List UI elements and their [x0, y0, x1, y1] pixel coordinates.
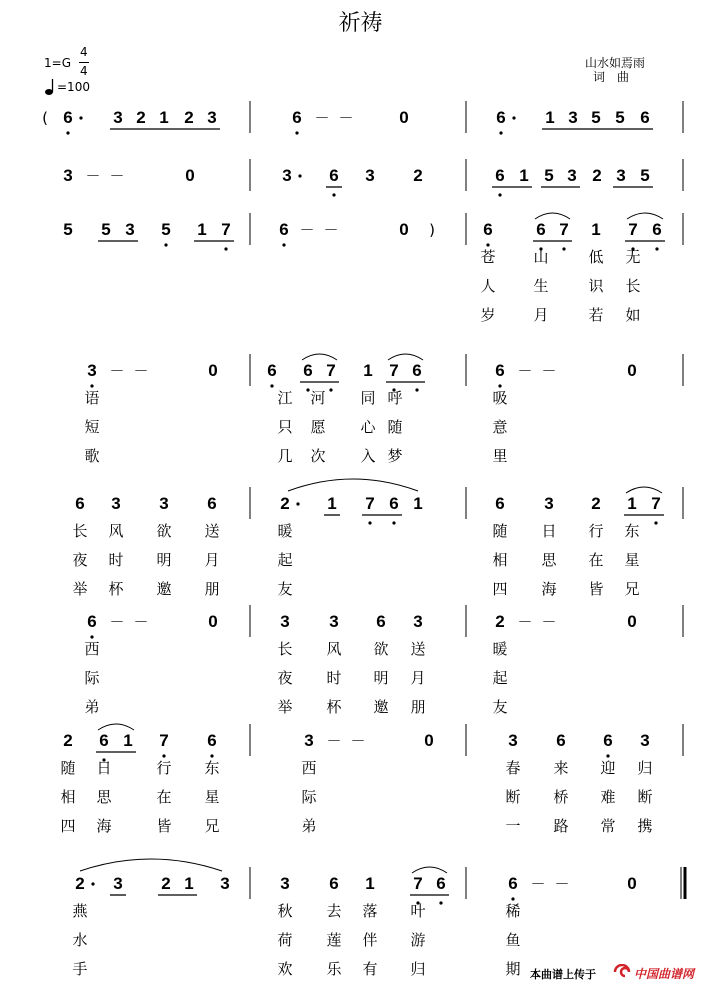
lyric-char: 河 [310, 389, 326, 407]
augmentation-dot [79, 116, 82, 119]
note-glyph: 3 [568, 108, 578, 127]
lyric-char: 兄 [624, 580, 640, 598]
lyric-char: 皆 [588, 580, 604, 598]
low-octave-dot [498, 384, 501, 387]
lyric-char: 月 [204, 551, 220, 569]
note-glyph: 6 [63, 108, 73, 127]
note-glyph: 7 [651, 494, 661, 513]
lyric-char: 里 [492, 447, 508, 465]
note-glyph: 3 [207, 108, 217, 127]
note-glyph: 5 [101, 220, 111, 239]
lyric-char: 识 [588, 277, 604, 295]
note-glyph: 6 [75, 494, 85, 513]
note-glyph: 0 [185, 166, 195, 185]
lyric-char: 意 [492, 418, 508, 436]
lyric-char: 手 [72, 960, 88, 978]
lyric-char: 归 [637, 759, 653, 777]
note-glyph: 0 [424, 731, 434, 750]
note-glyph: 3 [567, 166, 577, 185]
lyric-char: 吸 [492, 389, 508, 407]
slur-arc [288, 479, 418, 491]
low-octave-dot [486, 243, 489, 246]
lyric-char: 短 [84, 418, 100, 436]
note-glyph: 2 [495, 612, 505, 631]
note-glyph: 3 [113, 108, 123, 127]
lyric-char: 若 [588, 306, 604, 324]
lyric-char: 思 [541, 551, 557, 569]
note-glyph: 7 [159, 731, 169, 750]
lyric-char: 落 [362, 902, 378, 920]
lyric-char: 月 [410, 669, 426, 687]
note-glyph: 2 [161, 874, 171, 893]
lyric-char: 江 [277, 389, 293, 407]
note-glyph: 1 [197, 220, 207, 239]
lyric-char: 风 [108, 522, 124, 540]
key-signature: 1=G [44, 56, 71, 70]
lyric-char: 暖 [277, 522, 293, 540]
note-glyph: 0 [208, 612, 218, 631]
low-octave-dot [332, 193, 335, 196]
note-glyph: 2 [280, 494, 290, 513]
lyric-char: 伴 [362, 931, 378, 949]
note-glyph: 6 [652, 220, 662, 239]
note-glyph: 6 [329, 166, 339, 185]
tie-arc [388, 354, 423, 360]
low-octave-dot [606, 754, 609, 757]
low-octave-dot [306, 388, 309, 391]
note-glyph: 6 [267, 361, 277, 380]
note-glyph: 6 [436, 874, 446, 893]
lyric-char: 呼 [387, 389, 403, 407]
low-octave-dot [655, 247, 658, 250]
note-glyph: 5 [544, 166, 554, 185]
note-glyph: 6 [483, 220, 493, 239]
note-glyph: 6 [556, 731, 566, 750]
lyric-char: 长 [72, 522, 88, 540]
note-glyph: － [323, 221, 339, 239]
note-glyph: 3 [125, 220, 135, 239]
lyric-char: 朋 [410, 698, 426, 716]
note-glyph: 3 [111, 494, 121, 513]
lyric-char: 去 [326, 902, 342, 920]
time-signature-bottom: 4 [80, 64, 88, 78]
lyric-char: 起 [277, 551, 293, 569]
credit-labels: 词 曲 [593, 70, 630, 84]
note-glyph: 6 [329, 874, 339, 893]
note-glyph: 0 [627, 874, 637, 893]
tie-arc [535, 213, 570, 219]
note-glyph: 1 [327, 494, 337, 513]
low-octave-dot [164, 243, 167, 246]
lyric-char: 明 [156, 551, 172, 569]
note-glyph: 3 [329, 612, 339, 631]
note-glyph: 3 [87, 361, 97, 380]
note-glyph: － [109, 362, 125, 380]
lyric-char: 星 [204, 788, 220, 806]
note-glyph: 6 [536, 220, 546, 239]
lyric-char: 一 [505, 817, 521, 835]
low-octave-dot [562, 247, 565, 250]
footer-logo-icon [613, 964, 633, 980]
note-glyph: 6 [279, 220, 289, 239]
note-glyph: 6 [99, 731, 109, 750]
note-glyph: － [299, 221, 315, 239]
note-glyph: 0 [399, 220, 409, 239]
lyric-char: 断 [637, 788, 653, 806]
note-glyph: 3 [544, 494, 554, 513]
lyric-char: 举 [72, 580, 88, 598]
note-glyph: 6 [376, 612, 386, 631]
page-title: 祈祷 [338, 11, 383, 36]
note-glyph: 1 [159, 108, 169, 127]
note-glyph: － [314, 109, 330, 127]
lyric-char: 欢 [277, 960, 293, 978]
lyric-char: 有 [362, 960, 378, 978]
lyric-char: 海 [96, 817, 112, 835]
augmentation-dot [91, 882, 94, 885]
note-glyph: 3 [413, 612, 423, 631]
lyric-char: 叶 [410, 902, 426, 920]
note-glyph: 3 [365, 166, 375, 185]
note-glyph: 6 [207, 494, 217, 513]
low-octave-dot [282, 243, 285, 246]
slur-arc [80, 859, 222, 871]
low-octave-dot [415, 388, 418, 391]
footer-upload-note: 本曲谱上传于 [530, 968, 596, 981]
note-glyph: 7 [221, 220, 231, 239]
lyric-char: 在 [588, 551, 604, 569]
lyric-char: 随 [387, 418, 403, 436]
low-octave-dot [295, 131, 298, 134]
lyric-char: 入 [360, 447, 376, 465]
lyric-char: 难 [600, 788, 616, 806]
lyric-char: 日 [96, 759, 112, 777]
lyric-char: 相 [60, 788, 76, 806]
low-octave-dot [439, 901, 442, 904]
low-octave-dot [392, 521, 395, 524]
lyric-char: 乐 [326, 960, 342, 978]
lyric-char: 携 [637, 817, 653, 835]
note-glyph: 2 [592, 166, 602, 185]
lyric-char: 时 [326, 669, 342, 687]
note-glyph: 7 [365, 494, 375, 513]
lyric-char: 梦 [387, 447, 403, 465]
lyric-char: 风 [326, 640, 342, 658]
lyric-char: 际 [301, 788, 317, 806]
lyric-char: 语 [84, 389, 100, 407]
lyric-char: 月 [533, 306, 549, 324]
note-glyph: 5 [161, 220, 171, 239]
note-glyph: 1 [627, 494, 637, 513]
lyric-char: 游 [410, 931, 426, 949]
note-glyph: 0 [627, 361, 637, 380]
lyric-char: 无 [625, 248, 641, 266]
note-glyph: － [326, 732, 342, 750]
lyric-char: 归 [410, 960, 426, 978]
note-glyph: 0 [208, 361, 218, 380]
note-glyph: 3 [508, 731, 518, 750]
lyric-char: 长 [625, 277, 641, 295]
note-glyph: 6 [495, 361, 505, 380]
lyric-char: 生 [533, 277, 549, 295]
note-glyph: 5 [591, 108, 601, 127]
lyric-char: 暖 [492, 640, 508, 658]
note-glyph: 2 [136, 108, 146, 127]
lyric-char: 邀 [373, 698, 389, 716]
note-glyph: 7 [389, 361, 399, 380]
note-glyph: 0 [399, 108, 409, 127]
lyric-char: 水 [72, 931, 88, 949]
note-glyph: － [554, 875, 570, 893]
note-glyph: 0 [627, 612, 637, 631]
note-glyph: 1 [184, 874, 194, 893]
note-glyph: － [133, 362, 149, 380]
lyric-char: 稀 [505, 902, 521, 920]
note-glyph: 7 [326, 361, 336, 380]
lyric-char: 常 [600, 817, 616, 835]
note-glyph: 6 [389, 494, 399, 513]
note-glyph: － [350, 732, 366, 750]
lyric-char: 日 [541, 522, 557, 540]
lyric-char: 人 [480, 277, 496, 295]
note-glyph: 2 [184, 108, 194, 127]
lyric-char: 随 [492, 522, 508, 540]
lyric-char: 西 [301, 759, 317, 777]
lyric-char: 如 [625, 306, 641, 324]
note-glyph: 6 [412, 361, 422, 380]
tie-arc [412, 867, 447, 873]
note-glyph: 2 [63, 731, 73, 750]
lyric-char: 鱼 [505, 931, 521, 949]
low-octave-dot [90, 635, 93, 638]
low-octave-dot [329, 388, 332, 391]
credit-author: 山水如焉雨 [585, 56, 646, 70]
note-glyph: 1 [365, 874, 375, 893]
lyric-char: 四 [60, 817, 76, 835]
footer-logo-text: 中国曲谱网 [634, 967, 695, 981]
lyric-char: 桥 [553, 788, 569, 806]
lyric-char: 海 [541, 580, 557, 598]
augmentation-dot [298, 174, 301, 177]
lyric-char: 迎 [600, 759, 616, 777]
note-glyph: － [109, 167, 125, 185]
note-glyph: 3 [282, 166, 292, 185]
lyric-char: 燕 [72, 902, 88, 920]
lyric-char: 弟 [301, 817, 317, 835]
lyric-char: 四 [492, 580, 508, 598]
note-glyph: 5 [63, 220, 73, 239]
lyric-char: 欲 [373, 640, 389, 658]
lyric-char: 低 [588, 248, 604, 266]
note-glyph: 3 [616, 166, 626, 185]
lyric-char: 邀 [156, 580, 172, 598]
low-octave-dot [270, 384, 273, 387]
note-glyph: 1 [363, 361, 373, 380]
tie-arc [98, 724, 134, 730]
lyric-char: 东 [624, 522, 640, 540]
lyric-char: 思 [96, 788, 112, 806]
note-glyph: 6 [495, 494, 505, 513]
augmentation-dot [512, 116, 515, 119]
note-glyph: 7 [628, 220, 638, 239]
lyric-char: 送 [204, 522, 220, 540]
lyric-char: 行 [156, 759, 172, 777]
lyric-char: 皆 [156, 817, 172, 835]
low-octave-dot [210, 754, 213, 757]
note-glyph: 1 [413, 494, 423, 513]
note-glyph: 5 [615, 108, 625, 127]
lyric-char: 时 [108, 551, 124, 569]
note-glyph: 2 [75, 874, 85, 893]
lyric-char: 长 [277, 640, 293, 658]
lyric-char: 送 [410, 640, 426, 658]
lyric-char: 举 [277, 698, 293, 716]
note-glyph: － [530, 875, 546, 893]
lyric-char: 秋 [277, 902, 293, 920]
note-glyph: 3 [220, 874, 230, 893]
lyric-char: 莲 [326, 931, 342, 949]
note-glyph: 7 [559, 220, 569, 239]
lyric-char: 杯 [326, 698, 342, 716]
note-glyph: － [338, 109, 354, 127]
lyric-char: 心 [360, 418, 376, 436]
lyric-char: 苍 [480, 248, 496, 266]
note-glyph: 3 [640, 731, 650, 750]
note-glyph: 7 [413, 874, 423, 893]
low-octave-dot [368, 521, 371, 524]
note-glyph: 6 [303, 361, 313, 380]
note-glyph: 6 [496, 108, 506, 127]
lyric-char: 欲 [156, 522, 172, 540]
note-glyph: 3 [280, 612, 290, 631]
note-glyph: － [517, 362, 533, 380]
lyric-char: 歌 [84, 447, 100, 465]
note-glyph: 6 [508, 874, 518, 893]
note-glyph: 3 [304, 731, 314, 750]
lyric-char: 际 [84, 669, 100, 687]
lyric-char: 西 [84, 640, 100, 658]
lyric-char: 次 [310, 447, 326, 465]
lyric-char: 夜 [72, 551, 88, 569]
note-glyph: 1 [123, 731, 133, 750]
note-glyph: － [541, 362, 557, 380]
note-glyph: 3 [280, 874, 290, 893]
lyric-char: 行 [588, 522, 604, 540]
lyric-char: 友 [277, 580, 293, 598]
tie-arc [627, 213, 663, 219]
low-octave-dot [162, 754, 165, 757]
low-octave-dot [499, 131, 502, 134]
note-glyph: ) [429, 221, 435, 239]
note-glyph: 2 [413, 166, 423, 185]
lyric-char: 弟 [84, 698, 100, 716]
note-glyph: － [541, 613, 557, 631]
lyric-char: 星 [624, 551, 640, 569]
lyric-char: 朋 [204, 580, 220, 598]
tempo-marking: =100 [57, 80, 90, 94]
lyric-char: 相 [492, 551, 508, 569]
time-signature-top: 4 [80, 45, 88, 59]
lyric-char: 东 [204, 759, 220, 777]
lyric-char: 只 [277, 418, 293, 436]
lyric-char: 山 [533, 248, 549, 266]
low-octave-dot [511, 897, 514, 900]
augmentation-dot [296, 502, 299, 505]
note-glyph: － [85, 167, 101, 185]
note-glyph: 3 [159, 494, 169, 513]
lyric-char: 荷 [277, 931, 293, 949]
lyric-char: 期 [505, 960, 521, 978]
lyric-char: 夜 [277, 669, 293, 687]
low-octave-dot [654, 521, 657, 524]
note-glyph: 6 [640, 108, 650, 127]
low-octave-dot [66, 131, 69, 134]
lyric-char: 愿 [310, 418, 326, 436]
tie-arc [626, 487, 662, 493]
note-glyph: ( [42, 109, 48, 127]
note-glyph: 3 [63, 166, 73, 185]
low-octave-dot [498, 193, 501, 196]
lyric-char: 几 [277, 447, 293, 465]
lyric-char: 春 [505, 759, 521, 777]
note-glyph: 6 [495, 166, 505, 185]
note-glyph: － [517, 613, 533, 631]
low-octave-dot [224, 247, 227, 250]
note-glyph: 2 [591, 494, 601, 513]
lyric-char: 友 [492, 698, 508, 716]
note-glyph: 1 [519, 166, 529, 185]
lyric-char: 在 [156, 788, 172, 806]
lyric-char: 路 [553, 817, 569, 835]
lyric-char: 随 [60, 759, 76, 777]
note-glyph: 3 [113, 874, 123, 893]
note-glyph: － [133, 613, 149, 631]
note-glyph: 6 [87, 612, 97, 631]
lyric-char: 兄 [204, 817, 220, 835]
lyric-char: 岁 [480, 306, 496, 324]
note-glyph: 1 [591, 220, 601, 239]
note-glyph: 6 [603, 731, 613, 750]
lyric-char: 断 [505, 788, 521, 806]
note-glyph: 5 [640, 166, 650, 185]
note-glyph: － [109, 613, 125, 631]
low-octave-dot [90, 384, 93, 387]
note-glyph: 6 [207, 731, 217, 750]
lyric-char: 明 [373, 669, 389, 687]
note-glyph: 1 [545, 108, 555, 127]
lyric-char: 杯 [108, 580, 124, 598]
tie-arc [302, 354, 337, 360]
lyric-char: 同 [360, 389, 376, 407]
note-glyph: 6 [292, 108, 302, 127]
lyric-char: 来 [553, 759, 569, 777]
lyric-char: 起 [492, 669, 508, 687]
